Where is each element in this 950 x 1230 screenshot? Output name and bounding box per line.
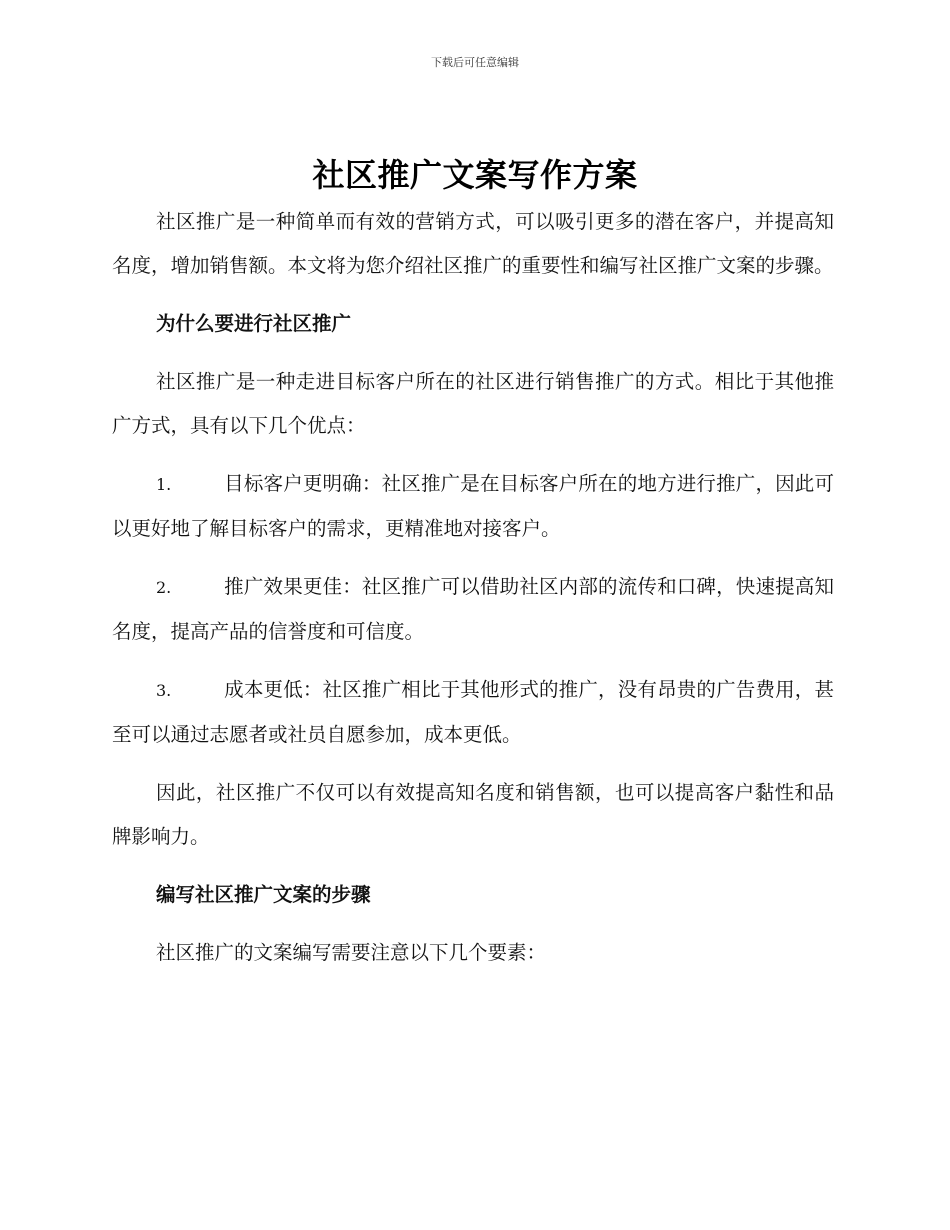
- list-item-text: 目标客户更明确：社区推广是在目标客户所在的地方进行推广，因此可以更好地了解目标客户的需求，更精准地对接客户。: [112, 472, 834, 540]
- list-item-text: 推广效果更佳：社区推广可以借助社区内部的流传和口碑，快速提高知名度，提高产品的信誉度和可信度。: [112, 575, 834, 643]
- document-title: 社区推广文案写作方案: [312, 156, 638, 194]
- section-why-paragraph: 社区推广是一种走进目标客户所在的社区进行销售推广的方式。相比于其他推广方式，具有以下几个优点：: [112, 370, 834, 437]
- section-heading-steps: 编写社区推广文案的步骤: [156, 883, 371, 906]
- list-item-3: [112, 668, 834, 757]
- list-number: 1.: [156, 475, 172, 494]
- list-number: 2.: [156, 578, 172, 597]
- section-heading-why: 为什么要进行社区推广: [156, 312, 352, 335]
- section-steps-paragraph: 社区推广的文案编写需要注意以下几个要素：: [156, 941, 547, 964]
- list-number: 3.: [156, 681, 172, 700]
- document-body: [112, 200, 834, 975]
- list-item-text: 成本更低：社区推广相比于其他形式的推广，没有昂贵的广告费用，甚至可以通过志愿者或社员自愿参加，成本更低。: [112, 678, 834, 746]
- intro-paragraph: 社区推广是一种简单而有效的营销方式，可以吸引更多的潜在客户，并提高知名度，增加销售额。本文将为您介绍社区推广的重要性和编写社区推广文案的步骤。: [112, 210, 834, 277]
- header-note: 下载后可任意编辑: [431, 56, 519, 69]
- list-item-1: [112, 462, 834, 551]
- list-item-2: [112, 565, 834, 654]
- conclusion-paragraph: 因此，社区推广不仅可以有效提高知名度和销售额，也可以提高客户黏性和品牌影响力。: [112, 781, 834, 848]
